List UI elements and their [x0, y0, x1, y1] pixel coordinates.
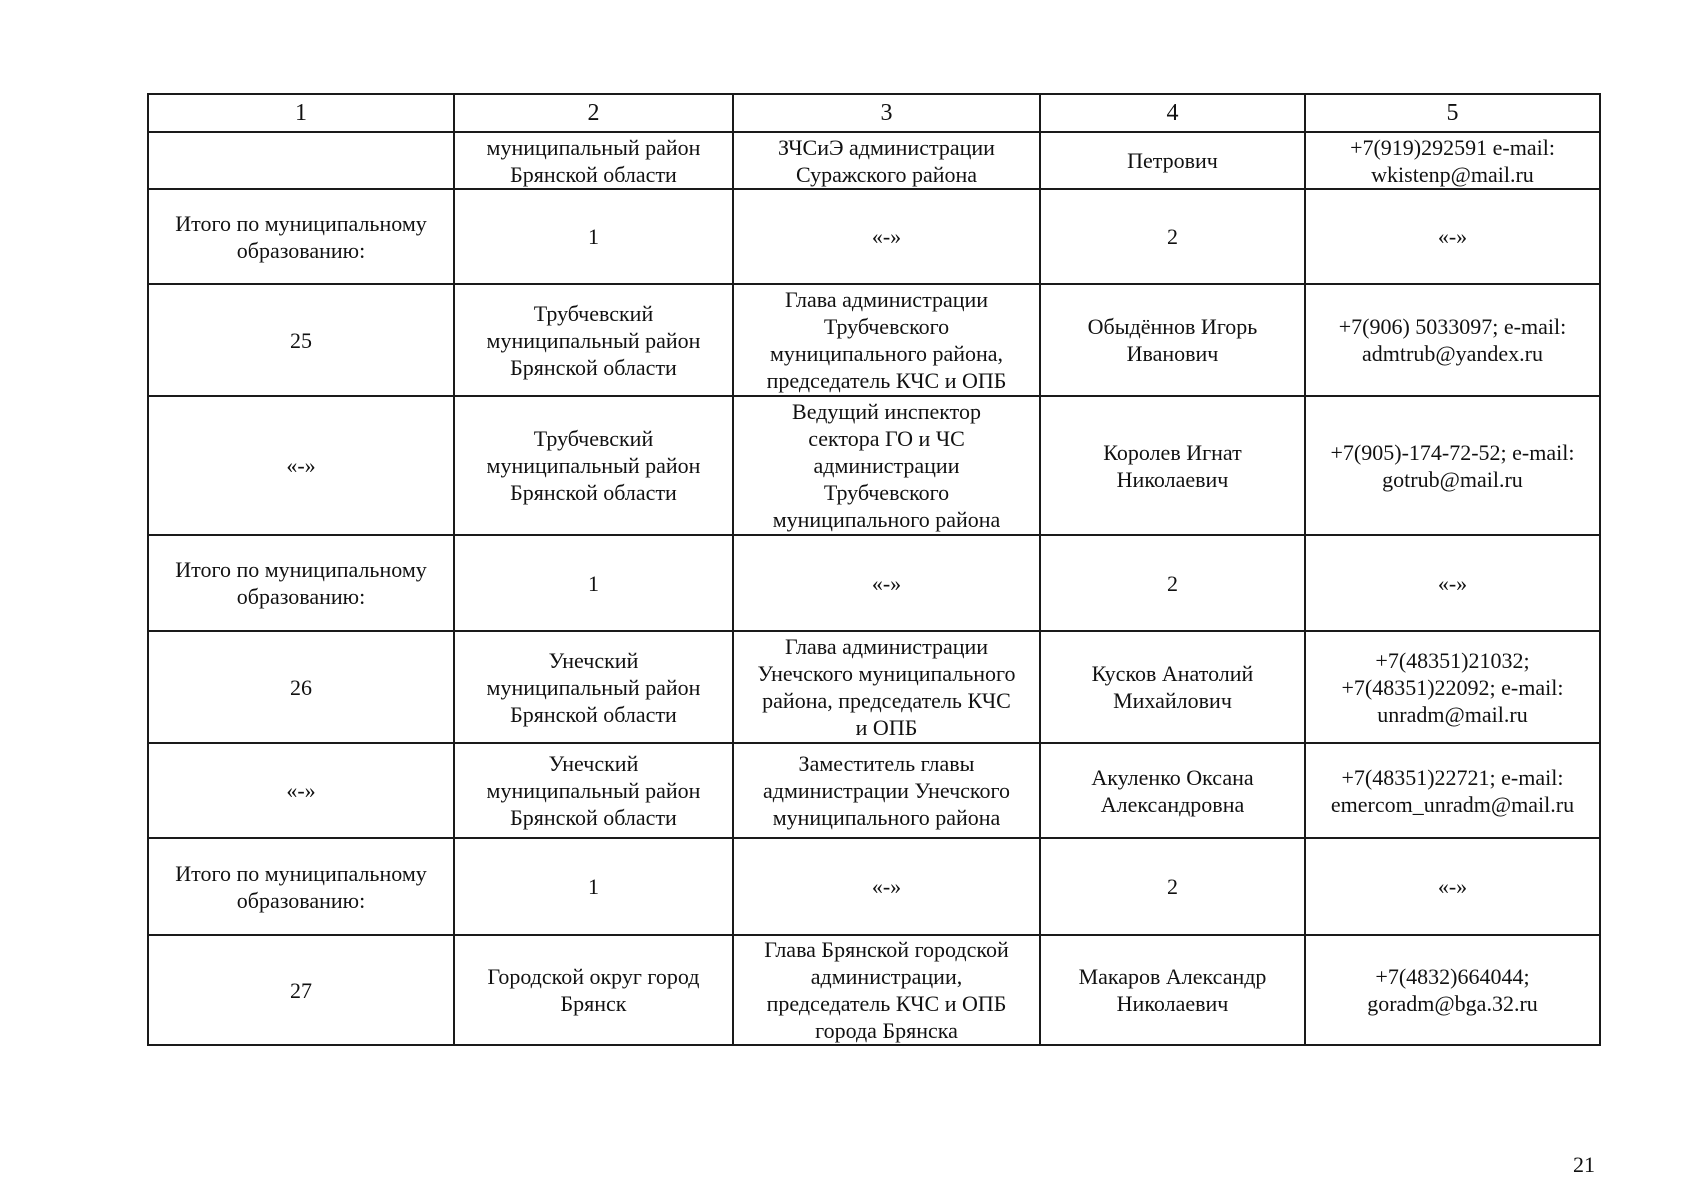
table-row	[148, 189, 1600, 284]
number-cell: 27	[148, 935, 454, 1045]
position-cell: ЗЧСиЭ администрации Суражского района	[733, 132, 1040, 189]
position-cell: «-»	[733, 189, 1040, 284]
header-cell: 3	[733, 94, 1040, 132]
name-cell: 2	[1040, 189, 1305, 284]
contact-cell: «-»	[1305, 838, 1600, 935]
position-cell: Глава Брянской городской администрации, председатель КЧС и ОПБ города Брянска	[733, 935, 1040, 1045]
contact-cell: «-»	[1305, 189, 1600, 284]
name-cell: Петрович	[1040, 132, 1305, 189]
contact-cell: +7(906) 5033097; e-mail: admtrub@yandex.ru	[1305, 284, 1600, 396]
number-cell: Итого по муниципальному образованию:	[148, 838, 454, 935]
number-cell: 26	[148, 631, 454, 743]
name-cell: Кусков Анатолий Михайлович	[1040, 631, 1305, 743]
position-cell: Заместитель главы администрации Унечского муниципального района	[733, 743, 1040, 838]
contacts-table	[147, 93, 1601, 1046]
number-cell: Итого по муниципальному образованию:	[148, 535, 454, 631]
table-row	[148, 535, 1600, 631]
header-cell: 4	[1040, 94, 1305, 132]
contact-cell: +7(48351)22721; e-mail: emercom_unradm@mail.ru	[1305, 743, 1600, 838]
table-row	[148, 935, 1600, 1045]
table-row	[148, 838, 1600, 935]
page-number: 21	[1573, 1152, 1595, 1177]
district-cell: 1	[454, 535, 733, 631]
contact-cell: +7(48351)21032; +7(48351)22092; e-mail: unradm@mail.ru	[1305, 631, 1600, 743]
position-cell: Глава администрации Унечского муниципального района, председатель КЧС и ОПБ	[733, 631, 1040, 743]
number-cell: «-»	[148, 743, 454, 838]
contact-cell: +7(919)292591 e-mail: wkistenp@mail.ru	[1305, 132, 1600, 189]
district-cell: Унечский муниципальный район Брянской области	[454, 631, 733, 743]
name-cell: Макаров Александр Николаевич	[1040, 935, 1305, 1045]
header-cell: 2	[454, 94, 733, 132]
district-cell: Трубчевский муниципальный район Брянской области	[454, 284, 733, 396]
table-row	[148, 284, 1600, 396]
position-cell: «-»	[733, 535, 1040, 631]
position-cell: «-»	[733, 838, 1040, 935]
contact-cell: «-»	[1305, 535, 1600, 631]
table-row	[148, 743, 1600, 838]
name-cell: Королев Игнат Николаевич	[1040, 396, 1305, 535]
header-cell: 1	[148, 94, 454, 132]
contact-cell: +7(4832)664044; goradm@bga.32.ru	[1305, 935, 1600, 1045]
district-cell: 1	[454, 189, 733, 284]
number-cell: 25	[148, 284, 454, 396]
district-cell: Трубчевский муниципальный район Брянской области	[454, 396, 733, 535]
name-cell: 2	[1040, 838, 1305, 935]
number-cell	[148, 132, 454, 189]
district-cell: Городской округ город Брянск	[454, 935, 733, 1045]
name-cell: Акуленко Оксана Александровна	[1040, 743, 1305, 838]
table-row	[148, 132, 1600, 189]
table-row	[148, 631, 1600, 743]
district-cell: Унечский муниципальный район Брянской области	[454, 743, 733, 838]
district-cell: муниципальный район Брянской области	[454, 132, 733, 189]
position-cell: Глава администрации Трубчевского муниципального района, председатель КЧС и ОПБ	[733, 284, 1040, 396]
header-row	[148, 94, 1600, 132]
name-cell: Обыдённов Игорь Иванович	[1040, 284, 1305, 396]
position-cell: Ведущий инспектор сектора ГО и ЧС администрации Трубчевского муниципального района	[733, 396, 1040, 535]
table-row	[148, 396, 1600, 535]
name-cell: 2	[1040, 535, 1305, 631]
number-cell: «-»	[148, 396, 454, 535]
header-cell: 5	[1305, 94, 1600, 132]
district-cell: 1	[454, 838, 733, 935]
number-cell: Итого по муниципальному образованию:	[148, 189, 454, 284]
contact-cell: +7(905)-174-72-52; e-mail: gotrub@mail.ru	[1305, 396, 1600, 535]
